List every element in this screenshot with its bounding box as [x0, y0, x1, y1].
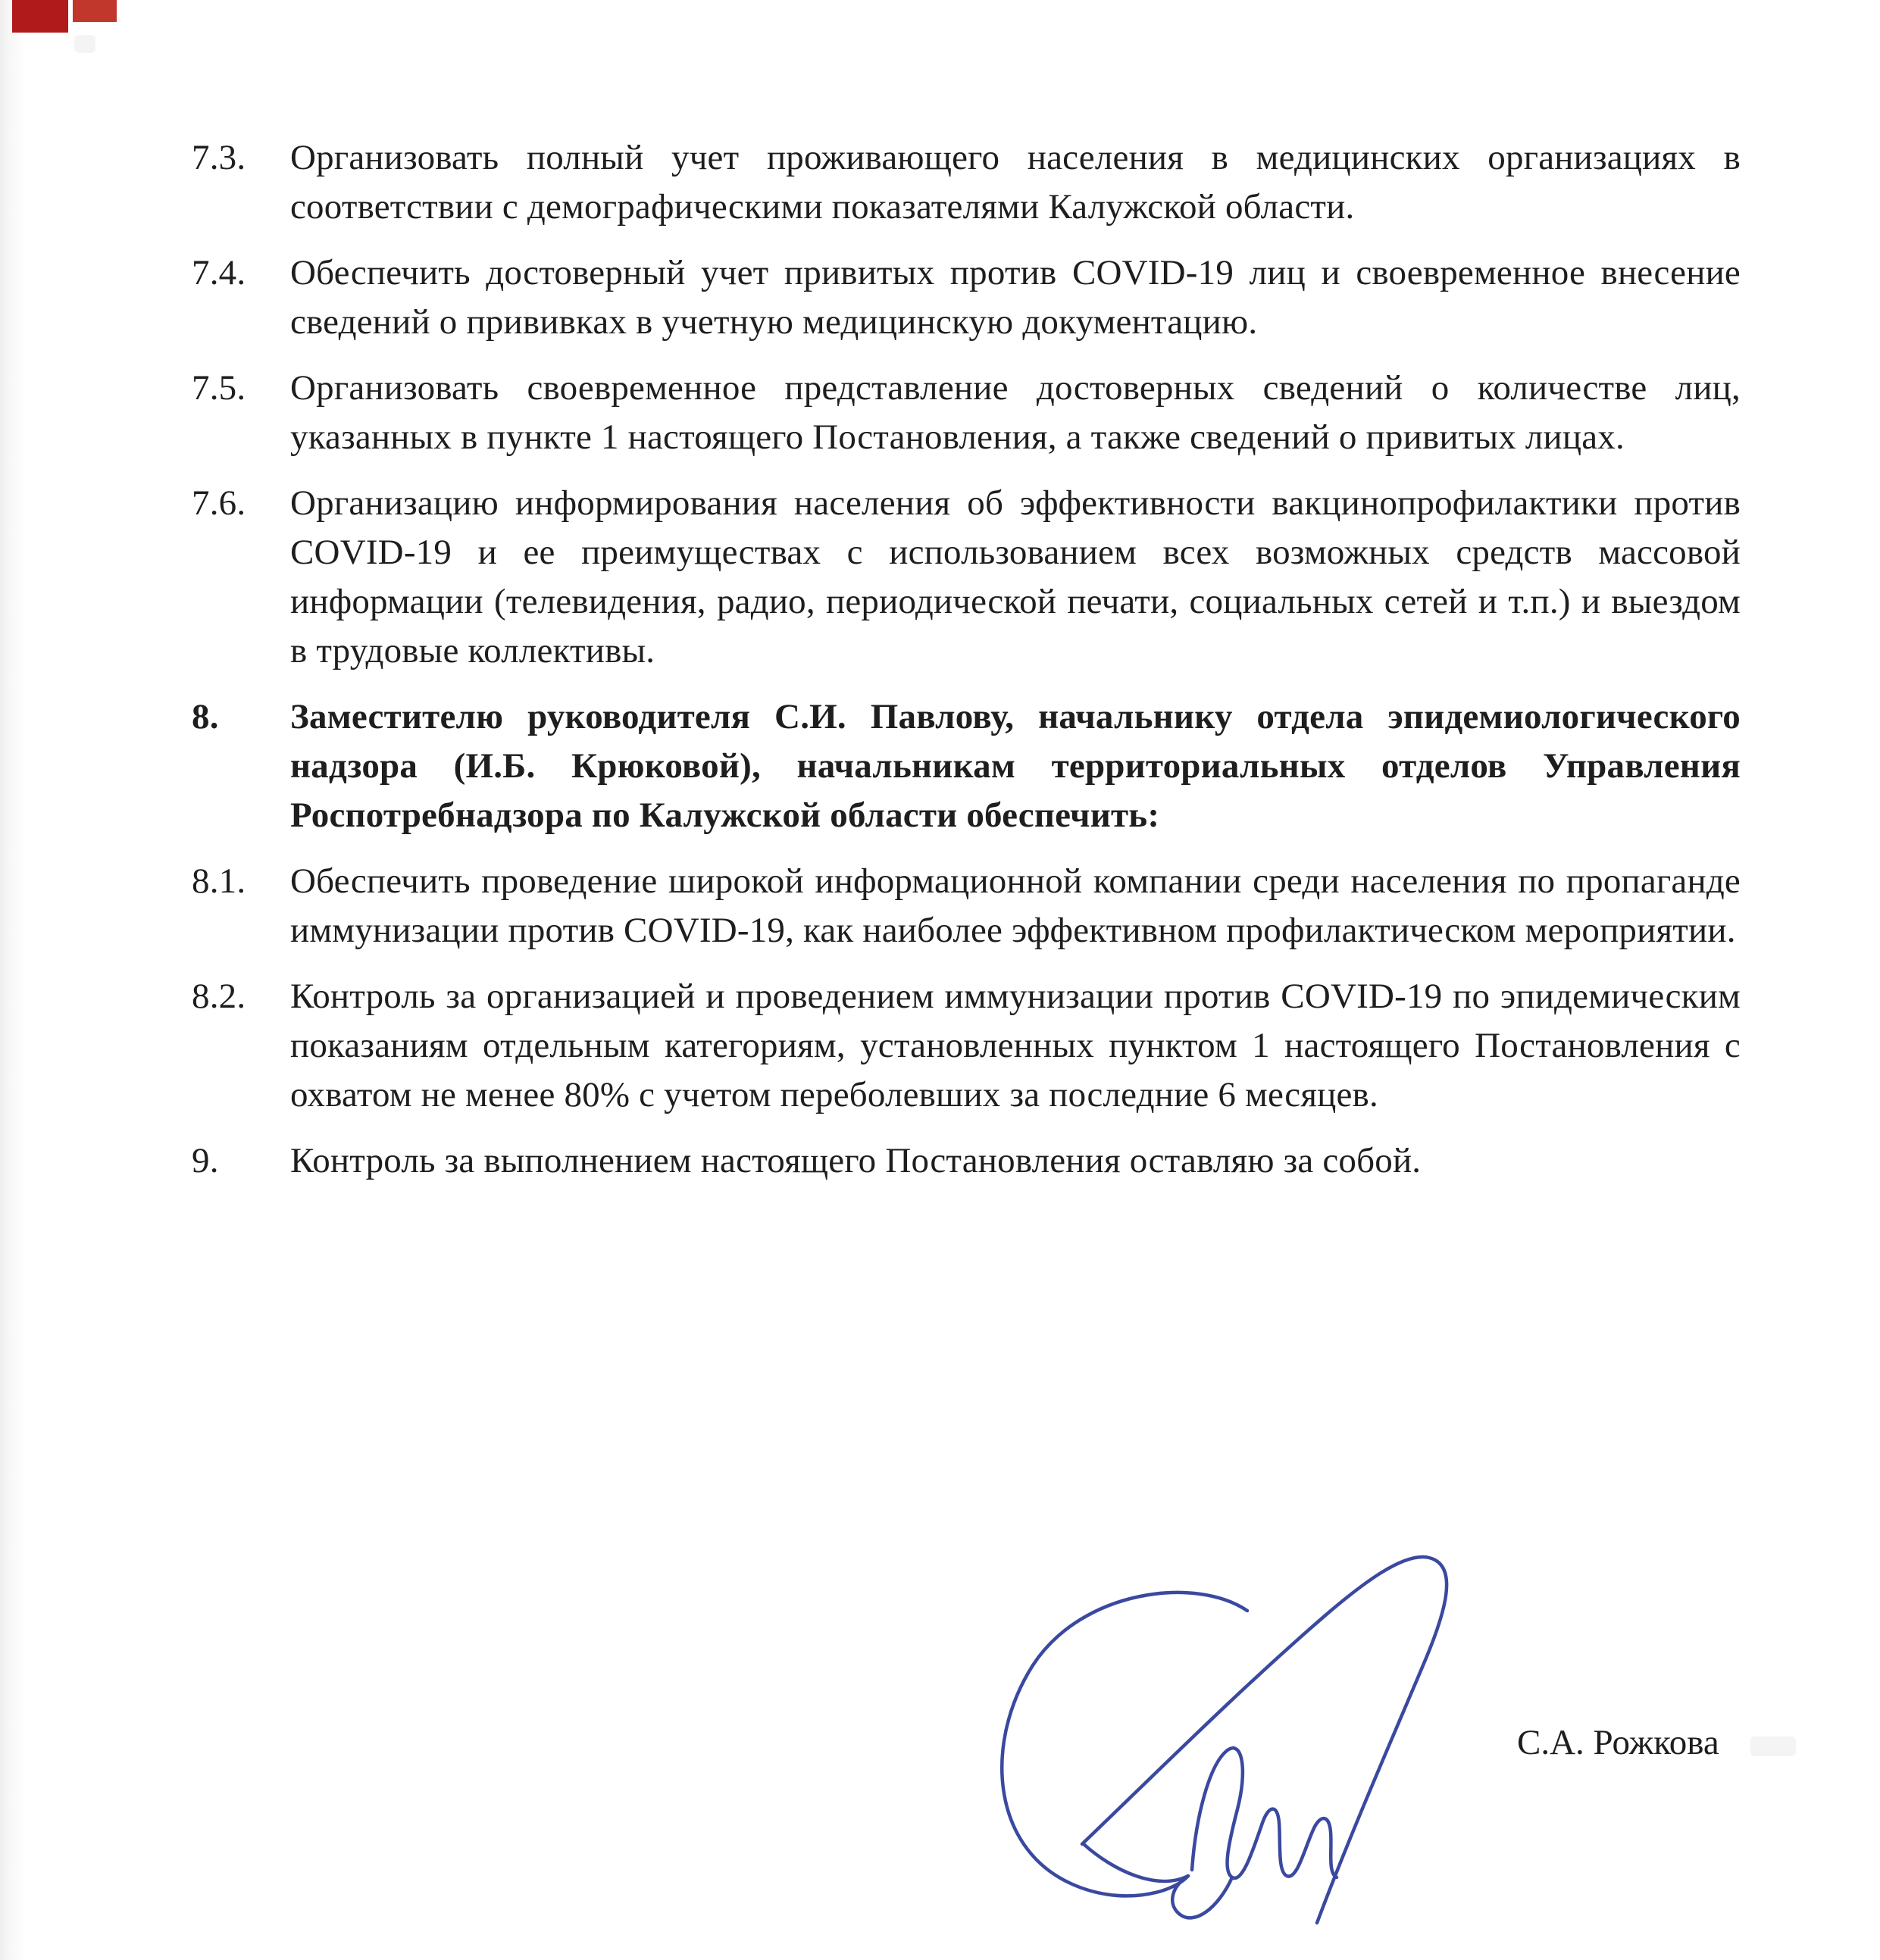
- scan-smudge: [1750, 1736, 1796, 1756]
- item-text: Обеспечить проведение широкой информационной компании среди населения по пропаганде иммунизации против COVID-19, как наиболее эффективном профилактическом мероприятии.: [290, 861, 1741, 950]
- list-item: [192, 972, 1741, 1120]
- scan-smudge: [74, 35, 95, 53]
- list-item: [192, 133, 1741, 232]
- list-item: [192, 364, 1741, 462]
- item-number: 7.4.: [192, 253, 246, 292]
- list-item: [192, 857, 1741, 955]
- item-text: Организовать своевременное представление достоверных сведений о количестве лиц, указанных в пункте 1 настоящего Постановления, а также сведений о привитых лицах.: [290, 368, 1741, 457]
- item-text: Контроль за организацией и проведением иммунизации против COVID-19 по эпидемическим показаниям отдельным категориям, установленных пунктом 1 настоящего Постановления с охватом не менее 80% с учетом переболевших за последние 6 месяцев.: [290, 977, 1741, 1114]
- list-item: [192, 1136, 1741, 1186]
- item-number: 7.6.: [192, 483, 246, 523]
- signature-stroke: [1002, 1593, 1247, 1896]
- item-number: 8.1.: [192, 861, 246, 901]
- signature-name: С.А. Рожкова: [1517, 1723, 1719, 1762]
- item-text: Контроль за выполнением настоящего Постановления оставляю за собой.: [290, 1141, 1422, 1180]
- signature-stroke: [1172, 1877, 1232, 1918]
- item-text: Обеспечить достоверный учет привитых против COVID-19 лиц и своевременное внесение сведений о прививках в учетную медицинскую документацию.: [290, 253, 1741, 342]
- signature-scribble: [968, 1544, 1484, 1938]
- signature-stroke: [1192, 1748, 1337, 1878]
- scan-artifact-mark: [12, 0, 68, 33]
- item-text: Заместителю руководителя С.И. Павлову, начальнику отдела эпидемиологического надзора (И.Б. Крюковой), начальникам территориальных отделов Управления Роспотребнадзора по Калужской области обеспечить:: [290, 697, 1741, 835]
- scan-edge-shade: [0, 0, 26, 1960]
- list-item: [192, 479, 1741, 676]
- signature-stroke: [1082, 1557, 1447, 1923]
- item-text: Организовать полный учет проживающего населения в медицинских организациях в соответствии с демографическими показателями Калужской области.: [290, 138, 1741, 227]
- document-items: [192, 133, 1741, 1202]
- scan-artifact-mark: [73, 0, 117, 22]
- signature-stroke: [1084, 1844, 1188, 1881]
- item-number: 7.5.: [192, 368, 246, 408]
- list-item: [192, 249, 1741, 347]
- list-item: [192, 692, 1741, 840]
- item-text: Организацию информирования населения об эффективности вакцинопрофилактики против COVID-19 и ее преимуществах с использованием всех возможных средств массовой информации (телевидения, радио, периодической печати, социальных сетей и т.п.) и выездом в трудовые коллективы.: [290, 483, 1741, 671]
- item-number: 9.: [192, 1141, 219, 1180]
- item-number: 8.: [192, 697, 219, 736]
- item-number: 8.2.: [192, 977, 246, 1016]
- item-number: 7.3.: [192, 138, 246, 177]
